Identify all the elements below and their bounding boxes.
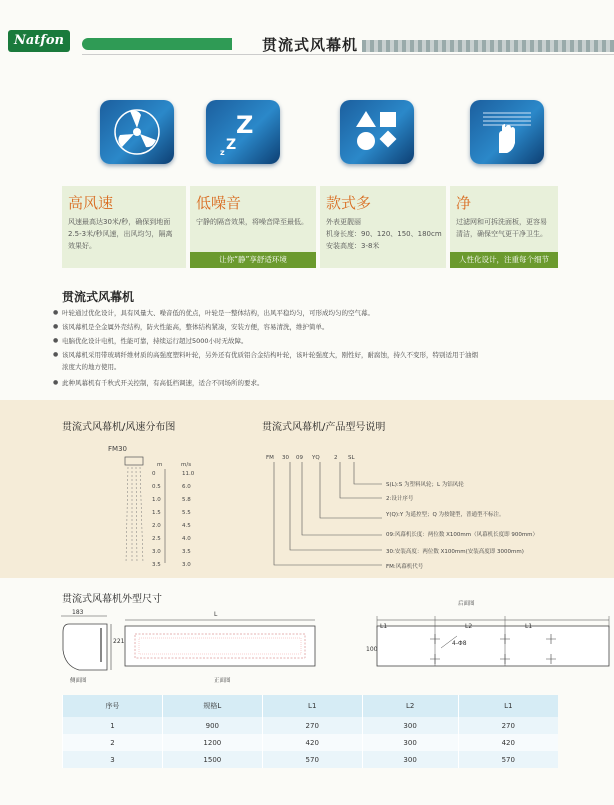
table-cell: 270 [262,717,362,734]
speed-value: 6.0 [182,484,191,490]
table-row [63,734,559,751]
table-cell: 420 [458,734,558,751]
dim-L1-right: L1 [525,623,533,630]
table-cell: 1500 [162,751,262,768]
feature-slogan: 让你“静”享舒适环境 [190,252,316,268]
speed-distance: 2.5 [152,536,161,542]
feature-title: 款式多 [326,194,372,212]
bullet-item: ● 该风幕机采用带玻璃纤维材质的高强度塑料叶轮，另外还有优质铝合金结构叶轮，该叶轮强度大，刚性好，耐腐蚀，持久不变形，特别适用于油烟 [62,350,552,360]
page-title: 贯流式风幕机 [262,36,359,54]
table-cell: 300 [362,717,458,734]
table-cell: 900 [162,717,262,734]
table-cell: 300 [362,751,458,768]
front-view-label: 正面图 [214,678,231,684]
speed-distance: 3.0 [152,549,161,555]
table-cell: 270 [458,717,558,734]
bullet-item: ● 电脑优化设计电机，性能可靠，持续运行超过5000小时无故障。 [62,336,552,346]
table-row [63,717,559,734]
model-code-label: Y(Q):Y 为遥控型；Q 为按键型，普通型不标注。 [386,512,505,518]
feature-title: 低噪音 [196,194,242,212]
feature-desc: 外表更靓丽 机身长度：90、120、150、180cm 安装高度：3-8米 [326,218,442,250]
speed-distance: 0 [152,471,156,477]
table-row [63,751,559,768]
dim-L2: L2 [465,623,473,630]
svg-text:z: z [220,148,225,157]
section-title: 贯流式风幕机 [62,290,135,304]
speed-value: 5.5 [182,510,191,516]
speed-value: 4.0 [182,536,191,542]
speed-value: 4.5 [182,523,191,529]
dim-183: 183 [72,609,84,616]
hand-icon [470,100,544,164]
speed-distance: 1.5 [152,510,161,516]
bullet-item: ● 该风幕机是全金属外壳结构，防火性能高，整体结构紧凑，安装方便，容易清洗，维护简单。 [62,322,552,332]
speed-model: FM30 [108,445,127,453]
brand-logo: Natfon [8,30,70,52]
dim-221: 221 [113,638,125,645]
feature-title: 净 [456,194,472,212]
table-cell: 3 [63,751,163,768]
feature-desc: 过滤网和可拆洗面板，更容易 清洁，确保空气更干净卫生。 [456,218,547,238]
table-cell: 2 [63,734,163,751]
model-code: YQ [312,455,320,461]
dim-L: L [214,611,218,618]
col-header: 规格L [162,695,262,717]
outline-title: 贯流式风幕机外型尺寸 [62,594,162,605]
bullet-item: ● 叶轮通过优化设计，具有风量大、噪音低的优点，叶轮是一整体结构，出风平稳均匀，可形成均匀的空气幕。 [62,308,552,318]
speed-value: 11.0 [182,471,195,477]
feature-slogan: 人性化设计，注重每个细节 [450,252,558,268]
speed-title: 贯流式风幕机/风速分布图 [62,422,176,433]
shapes-icon [340,100,414,164]
dim-hole: 4-Φ8 [452,640,467,647]
feature-high-speed [62,186,186,268]
col-header: L2 [362,695,458,717]
feature-clean [450,186,558,268]
header-green-bar [82,38,232,50]
model-code: 09 [296,455,303,461]
back-view-label: 后面图 [458,601,475,607]
sleep-icon [206,100,280,164]
feature-low-noise [190,186,316,268]
bullet-item: ● 此种风幕机有千秋式开关控制，有高低档调速，适合不同场所的要求。 [62,378,552,388]
speed-distance: 1.0 [152,497,161,503]
header-grey-bar [362,40,614,52]
speed-value: 5.8 [182,497,191,503]
feature-title: 高风速 [68,194,114,212]
table-cell: 1 [63,717,163,734]
spec-table [62,695,558,768]
speed-value: 3.5 [182,549,191,555]
dim-100: 100 [366,646,378,653]
model-code: SL [348,455,355,461]
col-header: 序号 [63,695,163,717]
model-code-label: 30:安装高度：两位数 X100mm(安装高度即 3000mm) [386,549,524,555]
table-cell: 1200 [162,734,262,751]
svg-text:Z: Z [236,111,254,139]
feature-styles [320,186,446,268]
spec-table-wrap [62,695,558,768]
table-header-row [63,695,559,717]
feature-desc: 宁静的隔音效果，将噪音降至最低。 [196,218,308,226]
model-code: FM [266,455,274,461]
model-code-label: S(L):S 为塑料风轮；L 为铝风轮 [386,482,464,488]
speed-unit-ms: m/s [181,462,192,468]
model-code-label: FM:风幕机代号 [386,564,424,570]
col-header: L1 [262,695,362,717]
model-title: 贯流式风幕机/产品型号说明 [262,422,386,433]
speed-unit-m: m [157,462,163,468]
bullet-continuation: 浓度大的地方使用。 [62,363,121,371]
svg-text:Z: Z [226,137,237,153]
speed-distance: 0.5 [152,484,161,490]
model-code: 2 [334,455,338,461]
outline-drawings [55,606,614,686]
fan-icon [100,100,174,164]
header-divider [82,54,614,55]
model-code-label: 09:风幕机长度：两位数 X100mm（风幕机长度即 900mm） [386,532,539,538]
table-cell: 420 [262,734,362,751]
model-code: 30 [282,455,289,461]
speed-value: 3.0 [182,562,191,568]
dim-L1-left: L1 [380,623,388,630]
speed-distance: 3.5 [152,562,161,568]
model-code-label: 2:设计序号 [386,496,414,502]
feature-desc: 风速最高达30米/秒，确保到地面 2.5-3米/秒风速，出风均匀，隔离 效果好。 [68,218,173,250]
side-view-label: 侧面图 [70,678,87,684]
speed-distance: 2.0 [152,523,161,529]
table-cell: 570 [458,751,558,768]
col-header: L1 [458,695,558,717]
table-cell: 570 [262,751,362,768]
table-cell: 300 [362,734,458,751]
